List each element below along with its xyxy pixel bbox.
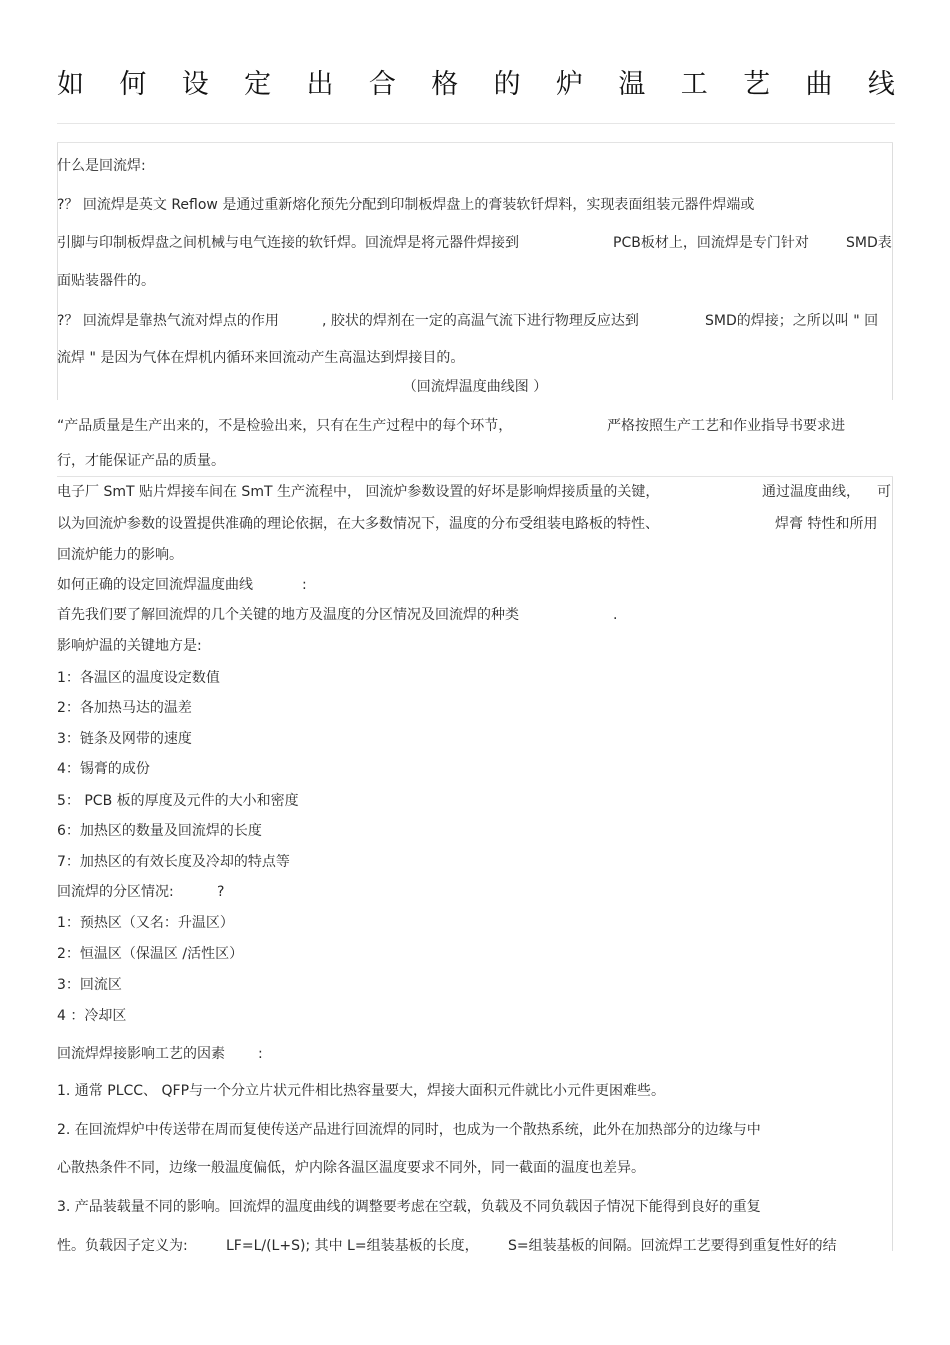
text-segment: 1. 通常 PLCC、 QFP与一个分立片状元件相比热容量要大，焊接大面积元件就比小元件更困难些。: [57, 1083, 666, 1099]
text-segment: 通过温度曲线，: [762, 484, 860, 500]
text-segment: 行，才能保证产品的质量。: [57, 453, 225, 469]
text-segment: :: [302, 577, 307, 593]
title-char: 线: [867, 69, 895, 100]
text-segment: 2：各加热马达的温差: [57, 700, 192, 716]
page-title: [57, 62, 895, 101]
title-char: 曲: [805, 69, 833, 100]
text-segment: 性。负载因子定义为:: [57, 1238, 188, 1254]
text-line: [57, 576, 307, 594]
text-segment: 心散热条件不同，边缘一般温度偏低，炉内除各温区温度要求不同外，同一截面的温度也差异。: [57, 1160, 645, 1176]
text-line: [57, 349, 464, 367]
text-segment: .: [613, 607, 618, 623]
text-segment: 回流炉能力的影响。: [57, 547, 183, 563]
frame-line: [892, 142, 893, 400]
text-line: [57, 792, 299, 810]
text-line: [57, 1007, 126, 1025]
text-segment: 2：恒温区（保温区 /活性区）: [57, 946, 244, 962]
text-segment: 引脚与印制板焊盘之间机械与电气连接的软钎焊。回流焊是将元器件焊接到: [57, 235, 519, 251]
text-segment: , 胶状的焊剂在一定的高温气流下进行物理反应达到: [322, 313, 639, 329]
text-segment: 首先我们要了解回流焊的几个关键的地方及温度的分区情况及回流焊的种类: [57, 607, 519, 623]
text-segment: :: [258, 1046, 263, 1062]
title-char: 炉: [556, 69, 583, 100]
text-segment: 4 ：冷却区: [57, 1008, 127, 1024]
text-line: [57, 157, 146, 175]
text-line: [57, 606, 618, 624]
title-char: 合: [368, 69, 396, 100]
text-segment: ?？ 回流焊是靠热气流对焊点的作用: [57, 313, 279, 329]
text-line: [57, 196, 754, 214]
text-segment: 回流焊焊接影响工艺的因素: [57, 1046, 225, 1062]
text-segment: 1：预热区（又名：升温区）: [57, 915, 234, 931]
title-char: 出: [306, 69, 334, 100]
text-line: [57, 1159, 645, 1177]
text-segment: LF=L/(L+S); 其中 L=组装基板的长度，: [226, 1238, 479, 1254]
text-line: [57, 417, 845, 435]
title-char: 的: [493, 69, 521, 100]
text-segment: ?？ 回流焊是英文 Reflow 是通过重新熔化预先分配到印制板焊盘上的膏装软钎焊料，实现表面组装元器件焊端或: [57, 197, 755, 213]
text-segment: 严格按照生产工艺和作业指导书要求进: [607, 418, 845, 434]
text-segment: 什么是回流焊:: [57, 158, 146, 174]
text-line: [57, 1121, 761, 1139]
text-line: [57, 1045, 263, 1063]
text-segment: 如何正确的设定回流焊温度曲线: [57, 577, 253, 593]
text-segment: 面贴装器件的。: [57, 273, 155, 289]
text-segment: 影响炉温的关键地方是:: [57, 638, 202, 654]
text-line: [57, 515, 878, 533]
text-segment: S=组装基板的间隔。回流焊工艺要得到重复性好的结: [508, 1238, 837, 1254]
text-line: [57, 452, 225, 470]
text-line: [0, 378, 950, 396]
text-segment: 回流焊的分区情况:: [57, 884, 174, 900]
text-line: [57, 883, 225, 901]
title-divider: [57, 123, 895, 124]
text-segment: 2. 在回流焊炉中传送带在周而复使传送产品进行回流焊的同时，也成为一个散热系统，此外在加热部分的边缘与中: [57, 1122, 761, 1138]
text-line: [57, 1198, 761, 1216]
frame-line: [57, 476, 893, 477]
text-segment: 焊膏 特性和所用: [775, 516, 878, 532]
text-segment: 以为回流炉参数的设置提供准确的理论依据，在大多数情况下，温度的分布受组装电路板的特性、: [57, 516, 659, 532]
text-segment: 1：各温区的温度设定数值: [57, 670, 220, 686]
text-line: [57, 730, 192, 748]
text-segment: 电子厂 SmT 贴片焊接车间在 SmT 生产流程中， 回流炉参数设置的好坏是影响焊接质量的关键，: [57, 484, 660, 500]
text-segment: 7：加热区的有效长度及冷却的特点等: [57, 854, 290, 870]
text-segment: 流焊 " 是因为气体在焊机内循环来回流动产生高温达到焊接目的。: [57, 350, 465, 366]
text-segment: SMD的焊接；之所以叫 " 回: [705, 313, 879, 329]
text-line: [57, 760, 150, 778]
text-line: [57, 1082, 665, 1100]
text-segment: 3. 产品装载量不同的影响。回流焊的温度曲线的调整要考虑在空载，负载及不同负载因子情况下能得到良好的重复: [57, 1199, 761, 1215]
text-line: [57, 945, 243, 963]
frame-line: [892, 476, 893, 1251]
text-line: [57, 272, 155, 290]
text-segment: ?: [217, 884, 225, 900]
text-line: [57, 822, 262, 840]
text-line: [57, 483, 891, 501]
text-segment: 3：链条及网带的速度: [57, 731, 192, 747]
text-segment: SMD表: [846, 235, 892, 251]
title-char: 定: [244, 69, 272, 100]
title-char: 设: [181, 69, 209, 100]
title-char: 温: [618, 69, 646, 100]
title-char: 艺: [743, 69, 771, 100]
text-line: [57, 976, 122, 994]
text-line: [57, 699, 192, 717]
title-char: 格: [431, 69, 459, 100]
text-segment: 4：锡膏的成份: [57, 761, 150, 777]
text-line: [57, 637, 202, 655]
text-line: [57, 853, 290, 871]
text-line: [57, 669, 220, 687]
text-line: [57, 914, 234, 932]
text-line: [57, 546, 183, 564]
text-segment: PCB板材上，回流焊是专门针对: [613, 235, 809, 251]
text-segment: （回流焊温度曲线图 ）: [402, 379, 548, 395]
text-segment: 6：加热区的数量及回流焊的长度: [57, 823, 262, 839]
frame-line: [57, 142, 893, 143]
title-char: 何: [119, 69, 147, 100]
title-char: 工: [680, 69, 708, 100]
text-segment: “产品质量是生产出来的，不是检验出来，只有在生产过程中的每个环节，: [57, 418, 513, 434]
text-segment: 5： PCB 板的厚度及元件的大小和密度: [57, 793, 299, 809]
text-line: [57, 1237, 837, 1255]
title-char: 如: [57, 69, 84, 100]
text-line: [57, 312, 879, 330]
text-segment: 3：回流区: [57, 977, 122, 993]
text-line: [57, 234, 892, 252]
text-segment: 可: [877, 484, 891, 500]
